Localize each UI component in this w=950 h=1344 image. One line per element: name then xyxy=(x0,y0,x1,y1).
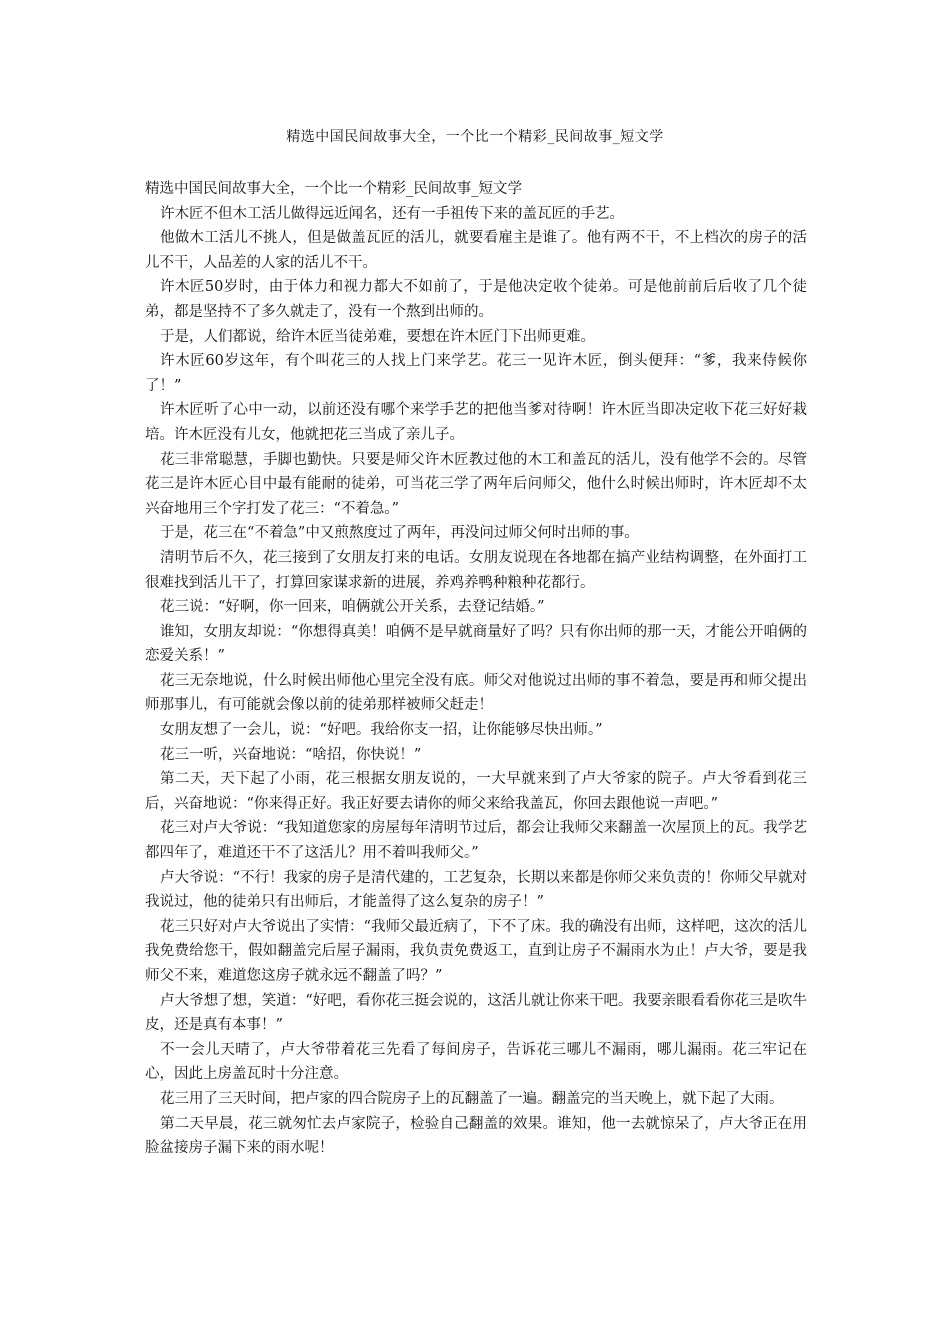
paragraph: 许木匠听了心中一动，以前还没有哪个来学手艺的把他当爹对待啊！许木匠当即决定收下花三好好栽培。许木匠没有儿女，他就把花三当成了亲儿子。 xyxy=(145,402,807,443)
paragraph: 花三用了三天时间，把卢家的四合院房子上的瓦翻盖了一遍。翻盖完的当天晚上，就下起了大雨。 xyxy=(160,1090,784,1107)
paragraph: 卢大爷想了想，笑道：“好吧，看你花三挺会说的，这活儿就让你来干吧。我要亲眼看看你花三是吹牛皮，还是真有本事！” xyxy=(145,992,807,1034)
paragraph: 许木匠不但木工活儿做得远近闻名，还有一手祖传下来的盖瓦匠的手艺。 xyxy=(160,205,624,222)
paragraph: 许木匠50岁时，由于体力和视力都大不如前了，于是他决定收个徒弟。可是他前前后后收了几个徒弟，都是坚持不了多久就走了，没有一个熬到出师的。 xyxy=(145,279,807,320)
paragraph: 花三无奈地说，什么时候出师他心里完全没有底。师父对他说过出师的事不着急，要是再和师父提出师那事儿，有可能就会像以前的徒弟那样被师父赶走！ xyxy=(145,672,807,714)
paragraph: 花三说：“好啊，你一回来，咱俩就公开关系，去登记结婚。” xyxy=(160,599,545,616)
document-body xyxy=(145,177,807,1161)
document-title: 精选中国民间故事大全，一个比一个精彩_民间故事_短文学 xyxy=(145,181,522,197)
paragraph: 女朋友想了一会儿，说：“好吧。我给你支一招，让你能够尽快出师。” xyxy=(160,722,603,739)
paragraph: 花三非常聪慧，手脚也勤快。只要是师父许木匠教过他的木工和盖瓦的活儿，没有他学不会的。尽管花三是许木匠心目中最有能耐的徒弟，可当花三学了两年后问师父，他什么时候出师时，许木匠却不太兴奋地用三个字打发了花三：“不着急。” xyxy=(145,451,807,517)
paragraph: 清明节后不久，花三接到了女朋友打来的电话。女朋友说现在各地都在搞产业结构调整，在外面打工很难找到活儿干了，打算回家谋求新的进展，养鸡养鸭种粮种花都行。 xyxy=(145,549,807,591)
paragraph-list xyxy=(145,202,807,1161)
paragraph: 卢大爷说：“不行！我家的房子是清代建的，工艺复杂，长期以来都是你师父来负责的！你师父早就对我说过，他的徒弟只有出师后，才能盖得了这么复杂的房子！” xyxy=(145,869,807,911)
page-header-title: 精选中国民间故事大全，一个比一个精彩_民间故事_短文学 xyxy=(286,129,664,145)
paragraph: 许木匠60岁这年，有个叫花三的人找上门来学艺。花三一见许木匠，倒头便拜：“爹，我来侍候你了！” xyxy=(145,353,807,394)
paragraph: 花三只好对卢大爷说出了实情：“我师父最近病了，下不了床。我的确没有出师，这样吧，这次的活儿我免费给您干，假如翻盖完后屋子漏雨，我负责免费返工，直到让房子不漏雨水为止！卢大爷，要是我师父不来，难道您这房子就永远不翻盖了吗？” xyxy=(145,918,807,984)
paragraph: 不一会儿天晴了，卢大爷带着花三先看了每间房子，告诉花三哪儿不漏雨，哪儿漏雨。花三牢记在心，因此上房盖瓦时十分注意。 xyxy=(145,1041,807,1083)
paragraph: 第二天，天下起了小雨，花三根据女朋友说的，一大早就来到了卢大爷家的院子。卢大爷看到花三后，兴奋地说：“你来得正好。我正好要去请你的师父来给我盖瓦，你回去跟他说一声吧。” xyxy=(145,771,807,812)
paragraph: 花三一听，兴奋地说：“啥招，你快说！” xyxy=(160,746,422,763)
paragraph: 他做木工活儿不挑人，但是做盖瓦匠的活儿，就要看雇主是谁了。他有两不干，不上档次的房子的活儿不干，人品差的人家的活儿不干。 xyxy=(145,230,807,271)
paragraph: 于是，花三在“不着急”中又煎熬度过了两年，再没问过师父何时出师的事。 xyxy=(160,525,639,542)
paragraph: 第二天早晨，花三就匆忙去卢家院子，检验自己翻盖的效果。谁知，他一去就惊呆了，卢大爷正在用脸盆接房子漏下来的雨水呢！ xyxy=(145,1115,807,1157)
paragraph: 花三对卢大爷说：“我知道您家的房屋每年清明节过后，都会让我师父来翻盖一次屋顶上的瓦。我学艺都四年了，难道还干不了这活儿？用不着叫我师父。” xyxy=(145,820,807,862)
paragraph: 谁知，女朋友却说：“你想得真美！咱俩不是早就商量好了吗？只有你出师的那一天，才能公开咱俩的恋爱关系！” xyxy=(145,623,807,665)
paragraph: 于是，人们都说，给许木匠当徒弟难，要想在许木匠门下出师更难。 xyxy=(160,328,595,345)
